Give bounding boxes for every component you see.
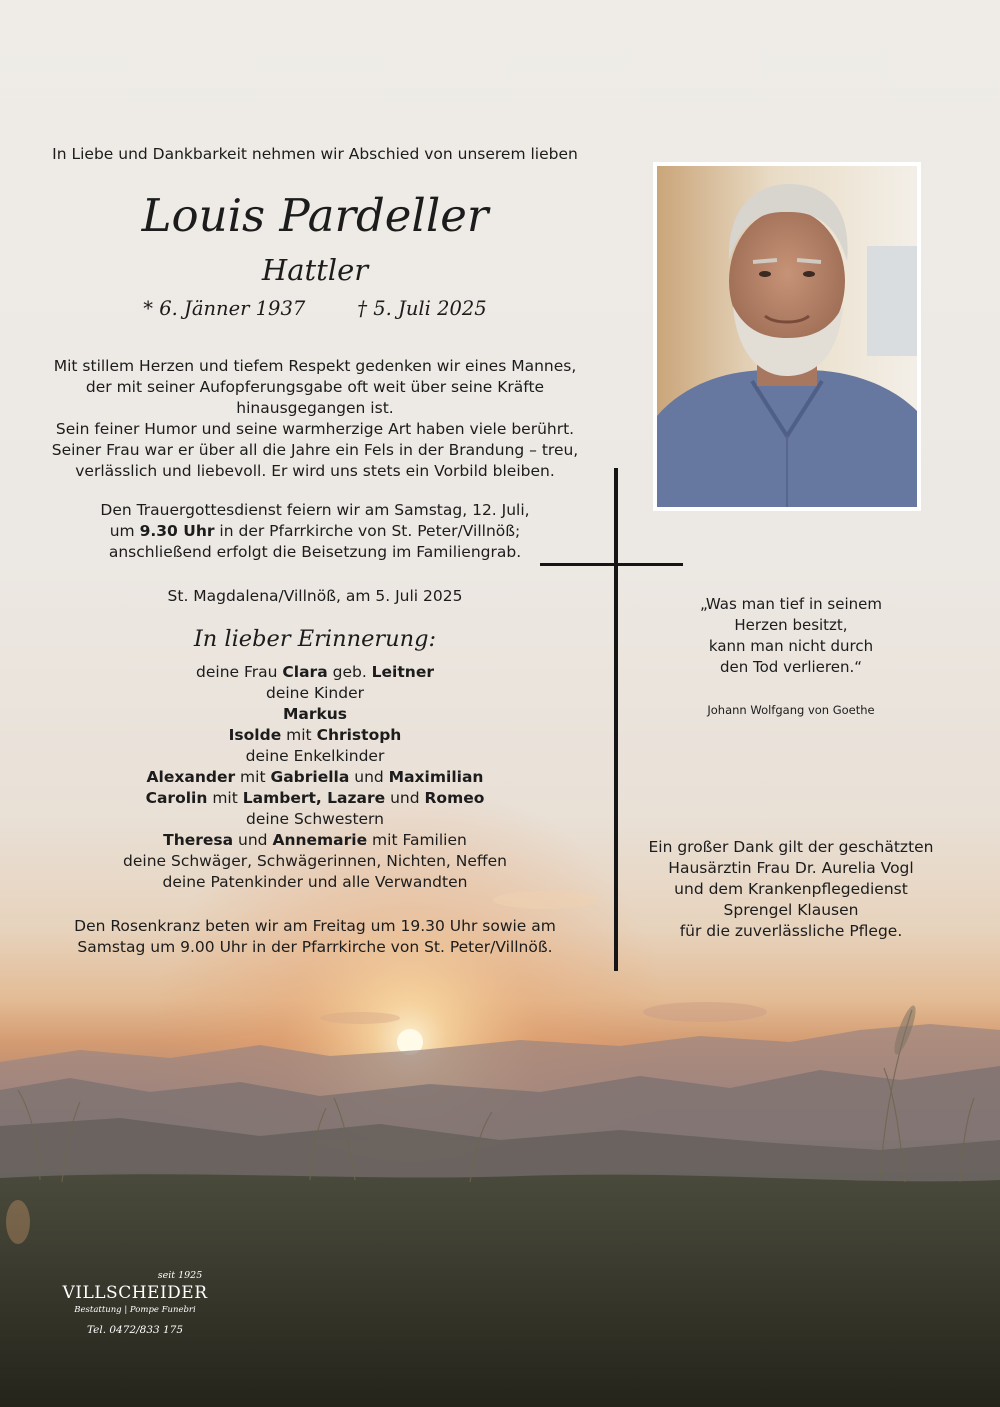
tribute-line: Mit stillem Herzen und tiefem Respekt gedenken wir eines Mannes, (53, 357, 577, 375)
logo-subtitle: Bestattung | Pompe Funebri (74, 1305, 196, 1315)
family-line: deine Schwestern (246, 810, 384, 828)
quote-line: Herzen besitzt, (734, 616, 848, 634)
family-line: Carolin mit Lambert, Lazare und Romeo (145, 789, 485, 807)
thanks-line: und dem Krankenpflegedienst (674, 880, 908, 898)
logo-since: seit 1925 (157, 1270, 203, 1281)
tribute-line: Sein feiner Humor und seine warmherzige Art haben viele berührt. (55, 420, 575, 438)
tribute-line: Seiner Frau war er über all die Jahre ein Fels in der Brandung – treu, (51, 441, 579, 459)
goethe-quote (660, 594, 922, 678)
family-line: Markus (282, 705, 348, 723)
funeral-home-logo (40, 1270, 230, 1338)
quote-author: Johann Wolfgang von Goethe (707, 703, 875, 717)
death-date: † 5. Juli 2025 (357, 297, 487, 320)
thanks-line: für die zuverlässliche Pflege. (679, 922, 903, 940)
service-line: um 9.30 Uhr in der Pfarrkirche von St. Peter/Villnöß; (109, 522, 521, 540)
family-list (30, 662, 600, 893)
tribute-text (30, 356, 600, 482)
tribute-line: der mit seiner Aufopferungsgabe oft weit über seine Kräfte (85, 378, 545, 396)
rosary-line: Samstag um 9.00 Uhr in der Pfarrkirche von St. Peter/Villnöß. (77, 938, 553, 956)
life-dates (30, 296, 600, 322)
thanks-line: Ein großer Dank gilt der geschätzten (648, 838, 934, 856)
family-line: deine Frau Clara geb. Leitner (196, 663, 434, 681)
family-line: Alexander mit Gabriella und Maximilian (146, 768, 484, 786)
family-line: deine Schwäger, Schwägerinnen, Nichten, Neffen (123, 852, 507, 870)
birth-date: * 6. Jänner 1937 (143, 297, 306, 320)
memory-heading: In lieber Erinnerung: (193, 626, 437, 652)
portrait-photo (653, 162, 921, 511)
intro-text: In Liebe und Dankbarkeit nehmen wir Abschied von unserem lieben (52, 145, 578, 163)
quote-line: „Was man tief in seinem (700, 595, 882, 613)
service-line: Den Trauergottesdienst feiern wir am Samstag, 12. Juli, (100, 501, 530, 519)
service-time: 9.30 Uhr (139, 522, 215, 540)
rosary-text (30, 916, 600, 958)
family-line: deine Patenkinder und alle Verwandten (162, 873, 468, 891)
service-line: anschließend erfolgt die Beisetzung im Familiengrab. (108, 543, 522, 561)
funeral-service-text (30, 500, 600, 563)
tribute-line: verlässlich und liebevoll. Er wird uns stets ein Vorbild bleiben. (75, 462, 555, 480)
tribute-line: hinausgegangen ist. (236, 399, 394, 417)
rosary-line: Den Rosenkranz beten wir am Freitag um 19.30 Uhr sowie am (74, 917, 556, 935)
family-line: deine Kinder (265, 684, 364, 702)
family-line: deine Enkelkinder (245, 747, 385, 765)
family-line: Theresa und Annemarie mit Familien (163, 831, 467, 849)
thanks-text (640, 837, 942, 942)
deceased-name: Louis Pardeller (141, 189, 489, 242)
logo-phone: Tel. 0472/833 175 (86, 1324, 184, 1336)
thanks-line: Hausärztin Frau Dr. Aurelia Vogl (668, 859, 914, 877)
logo-name: VILLSCHEIDER (62, 1283, 208, 1303)
thanks-line: Sprengel Klausen (723, 901, 859, 919)
deceased-nickname: Hattler (261, 253, 369, 287)
quote-line: den Tod verlieren.“ (719, 658, 863, 676)
place-date: St. Magdalena/Villnöß, am 5. Juli 2025 (167, 587, 463, 605)
cross-vertical-bar (614, 468, 618, 971)
family-line: Isolde mit Christoph (228, 726, 402, 744)
cross-horizontal-bar (540, 563, 683, 566)
quote-line: kann man nicht durch (708, 637, 874, 655)
